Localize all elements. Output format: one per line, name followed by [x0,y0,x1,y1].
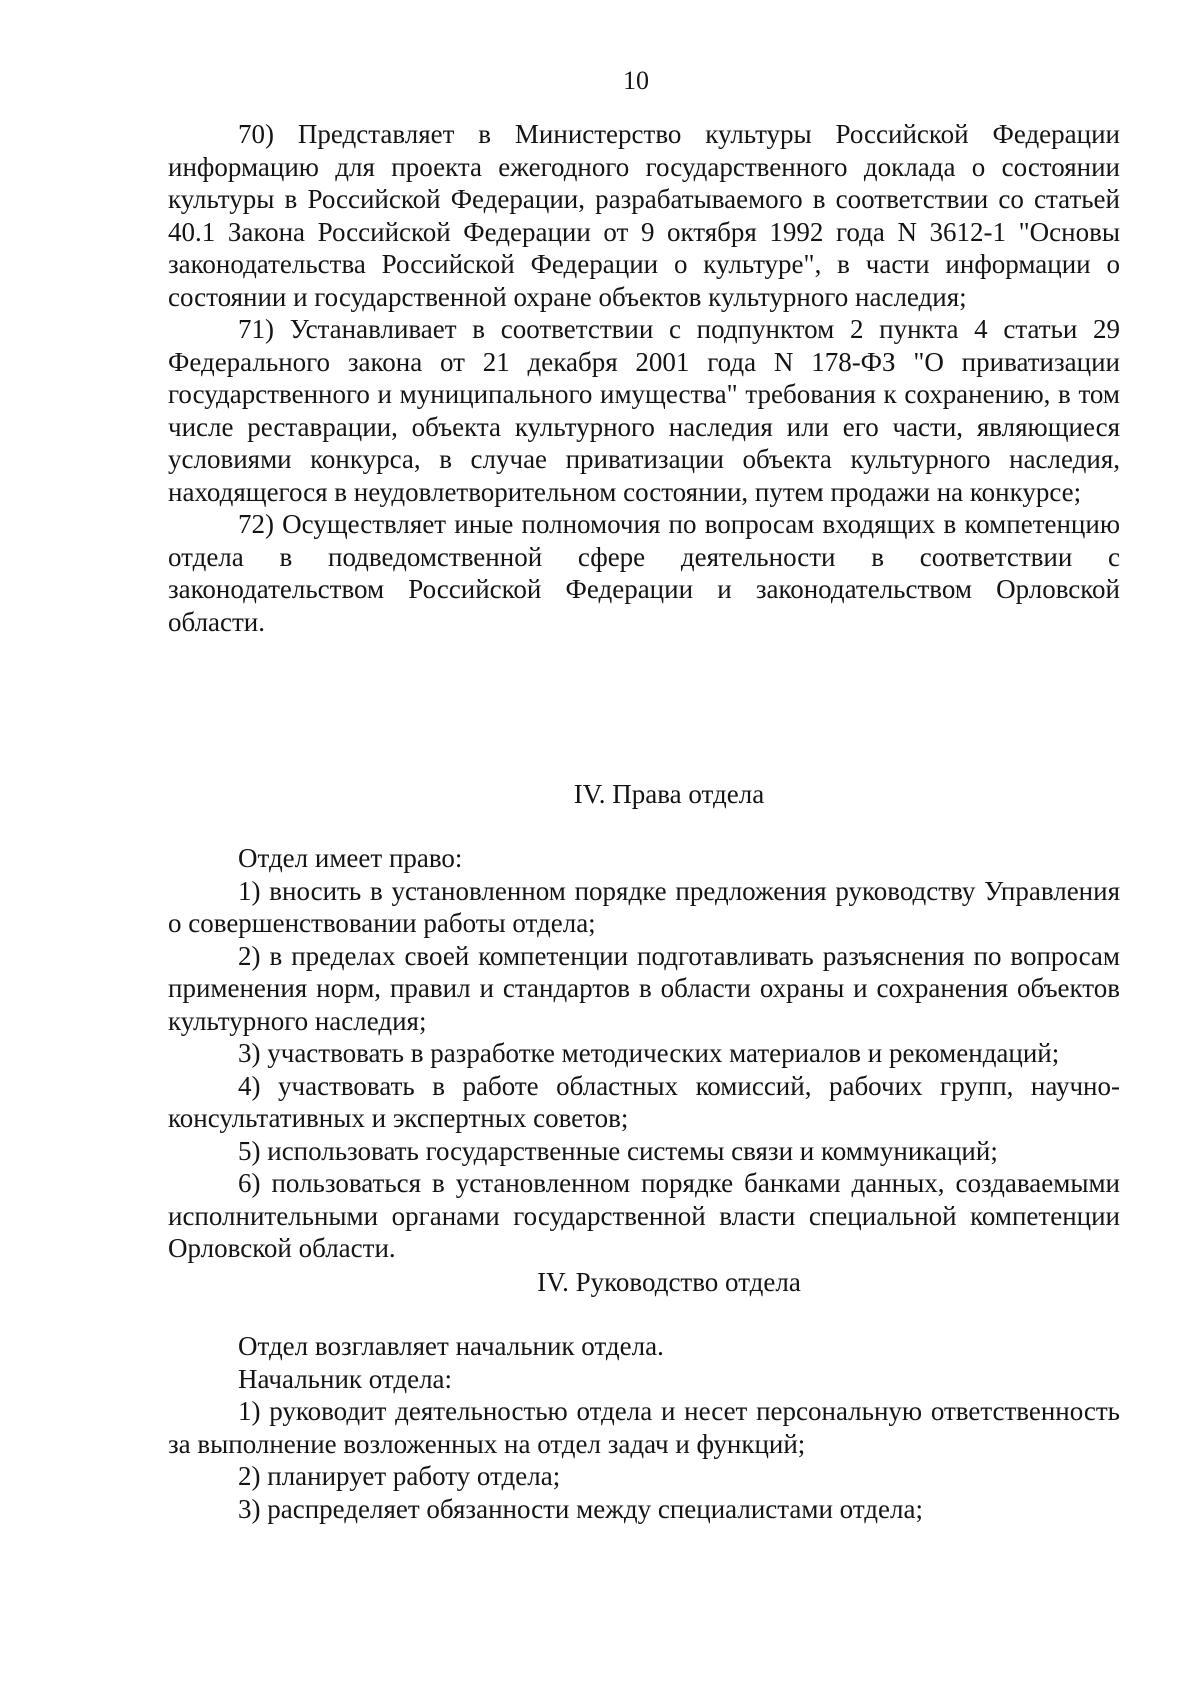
management-intro-2: Начальник отдела: [238,1363,453,1394]
rights-heading [168,778,1120,810]
management-item-2: 2) планирует работу отдела; [238,1461,561,1491]
function-item-72: 72) Осуществляет иные полномочия по вопросам входящих в компетенцию отдела в подведомственной сфере деятельности в соответствии с законодательством Российской Федерации и законодательством Орловской области. [168,509,1120,637]
function-item-70: 70) Представляет в Министерство культуры Российской Федерации информацию для проекта ежегодного государственного доклада о состоянии культуры в Российской Федерации, разрабатываемого в соответствии со статьей 40.1 Закона Российской Федерации от 9 октября 1992 года N 3612-1 "Основы законодательства Российской Федерации о культуре", в части информации о состоянии и государственной охране объектов культурного наследия; [168,119,1120,312]
page-number: 10 [623,66,649,95]
functions-list [168,118,1120,638]
management-intro-1: Отдел возглавляет начальник отдела. [238,1331,664,1361]
management-item-3: 3) распределяет обязанности между специалистами отдела; [238,1493,923,1524]
management-item-1: 1) руководит деятельностью отдела и несет персональную ответственность за выполнение возложенных на отдел задач и функций; [168,1396,1120,1459]
rights-item-4: 4) участвовать в работе областных комиссий, рабочих групп, научно-консультативных и экспертных советов; [168,1070,1120,1133]
management-list [168,1330,1120,1525]
management-heading-text: IV. Руководство отдела [537,1267,801,1297]
function-item-71: 71) Устанавливает в соответствии с подпунктом 2 пункта 4 статьи 29 Федерального закона от 21 декабря 2001 года N 178-ФЗ "О приватизации государственного и муниципального имущества" требования к сохранению, в том числе реставрации, объекта культурного наследия или его части, являющиеся условиями конкурса, в случае приватизации объекта культурного наследия, находящегося в неудовлетворительном состоянии, путем продажи на конкурсе; [168,314,1120,507]
rights-heading-text: IV. Права отдела [573,779,765,809]
rights-list [168,842,1120,1265]
rights-item-5: 5) использовать государственные системы связи и коммуникаций; [238,1135,998,1166]
rights-item-3: 3) участвовать в разработке методических материалов и рекомендаций; [238,1038,1060,1068]
rights-intro: Отдел имеет право: [238,843,463,873]
rights-item-6: 6) пользоваться в установленном порядке банками данных, создаваемыми исполнительными органами государственной власти специальной компетенции Орловской области. [168,1168,1120,1263]
management-heading [168,1266,1120,1298]
rights-item-2: 2) в пределах своей компетенции подготавливать разъяснения по вопросам применения норм, правил и стандартов в области охраны и сохранения объектов культурного наследия; [168,940,1120,1036]
rights-item-1: 1) вносить в установленном порядке предложения руководству Управления о совершенствовании работы отдела; [168,875,1120,938]
